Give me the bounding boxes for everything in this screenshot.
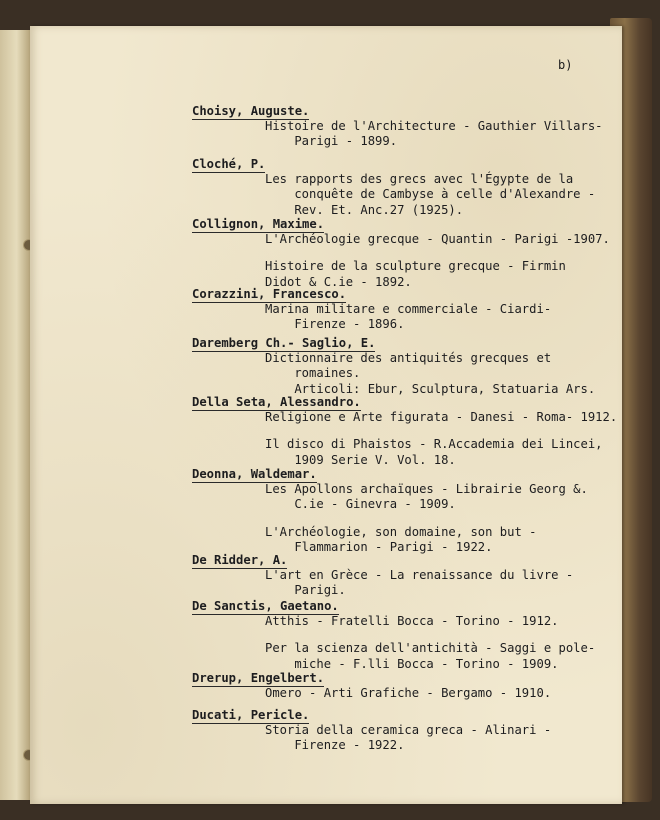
bibliography-entry: [192, 463, 622, 555]
entry-author: Corazzini, Francesco.: [192, 287, 347, 301]
bibliography-entry: [192, 704, 622, 754]
entry-author: Cloché, P.: [192, 157, 266, 171]
entry-work: Marina militare e commerciale - Ciardi- Firenze - 1896.: [265, 302, 552, 332]
entry-author: Ducati, Pericle.: [192, 708, 310, 722]
entry-work: L'Archéologie grecque - Quantin - Parigi -1907.: [265, 232, 610, 246]
entry-work: Per la scienza dell'antichità - Saggi e pole- miche - F.lli Bocca - Torino - 1909.: [265, 641, 596, 671]
binding-edge: [0, 30, 31, 800]
entry-work: Storia della ceramica greca - Alinari - Firenze - 1922.: [265, 723, 552, 753]
entry-work: Il disco di Phaistos - R.Accademia dei Lincei, 1909 Serie V. Vol. 18.: [265, 437, 603, 467]
bibliography-entry: [192, 595, 622, 672]
entry-work: Dictionnaire des antiquités grecques et romaines. Articoli: Ebur, Sculptura, Statuaria Ars.: [265, 351, 596, 396]
entry-author: Deonna, Waldemar.: [192, 467, 317, 481]
entry-author: Collignon, Maxime.: [192, 217, 325, 231]
page-mark: b): [558, 58, 573, 72]
entry-work: Les rapports des grecs avec l'Égypte de la conquête de Cambyse à celle d'Alexandre - Rev. Et. Anc.27 (1925).: [265, 172, 596, 217]
entry-author: Choisy, Auguste.: [192, 104, 310, 118]
entry-work: L'Archéologie, son domaine, son but - Flammarion - Parigi - 1922.: [265, 524, 537, 554]
entry-work: Histoire de la sculpture grecque - Firmin Didot & C.ie - 1892.: [265, 259, 566, 289]
entry-author: Daremberg Ch.- Saglio, E.: [192, 336, 376, 350]
entry-author: Della Seta, Alessandro.: [192, 395, 361, 409]
bibliography-entry: [192, 153, 622, 218]
bibliography-entry: [192, 667, 622, 701]
bibliography-entry: [192, 391, 622, 468]
entry-author: De Ridder, A.: [192, 553, 288, 567]
entry-work: Omero - Arti Grafiche - Bergamo - 1910.: [265, 686, 552, 700]
bibliography-entry: [192, 332, 622, 397]
entry-work: Religione e Arte figurata - Danesi - Roma- 1912.: [265, 410, 618, 424]
typed-page: [30, 26, 622, 804]
entry-work: Les Apollons archaïques - Librairie Georg &. C.ie - Ginevra - 1909.: [265, 482, 588, 512]
entry-work: Histoire de l'Architecture - Gauthier Villars- Parigi - 1899.: [265, 119, 603, 149]
bibliography-entry: [192, 100, 622, 150]
entry-author: Drerup, Engelbert.: [192, 671, 325, 685]
entry-work: L'art en Grèce - La renaissance du livre - Parigi.: [265, 568, 574, 598]
entry-work: Atthis - Fratelli Bocca - Torino - 1912.: [265, 614, 559, 628]
bibliography-entry: [192, 283, 622, 333]
bibliography-entry: [192, 213, 622, 290]
bibliography-entry: [192, 549, 622, 599]
entry-author: De Sanctis, Gaetano.: [192, 599, 339, 613]
